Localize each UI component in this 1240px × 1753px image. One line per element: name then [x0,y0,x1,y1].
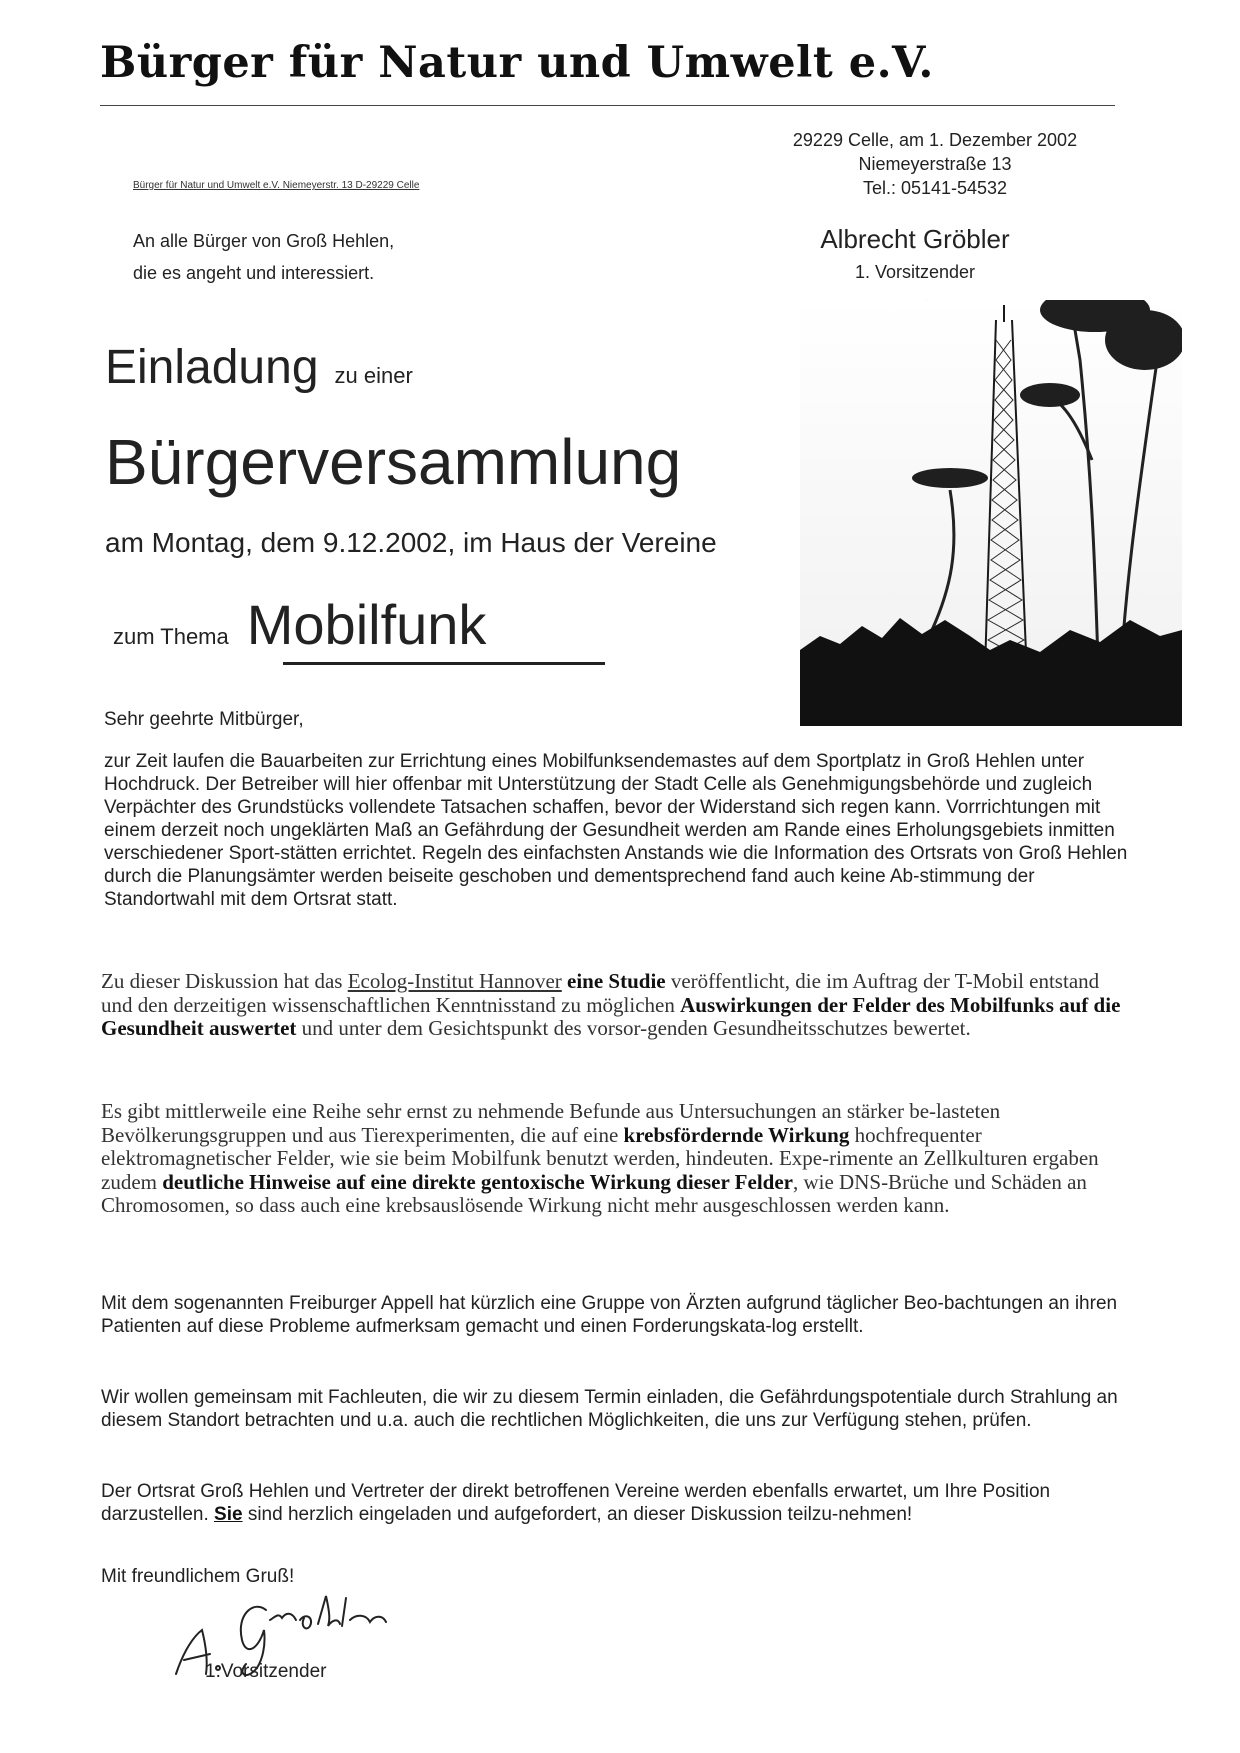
p6-text: Der Ortsrat Groß Hehlen und Vertreter der direkt betroffenen Vereine werden ebenfalls erwartet, um Ihre Position darzustellen. [101,1481,1051,1525]
paragraph-3 [101,1100,1131,1218]
p3-bold: krebsfördernde Wirkung [623,1122,850,1147]
p3-text: Es gibt mittlerweile eine Reihe sehr ernst zu nehmende Befunde aus Untersuchungen an stärker be-lasteten Bevölkerungsgruppen und aus Tierexperimenten, die auf eine [101,1099,1001,1147]
signature-role: 1.Vorsitzender [205,1661,327,1682]
title-underline [100,105,1115,106]
sender-role: 1. Vorsitzender [854,262,976,282]
invitation-heading [105,340,413,395]
p2-bold: eine Studie [567,969,666,993]
paragraph-4: Mit dem sogenannten Freiburger Appell hat kürzlich eine Gruppe von Ärzten aufgrund täglicher Beo-bachtungen an ihren Patienten auf diese Probleme aufmerksam gemacht und einen Forderungskata-log erstellt. [101,1293,1118,1337]
ecolog-institut-link: Ecolog-Institut Hannover [347,969,562,993]
p3-bold: deutliche Hinweise auf eine direkte gentoxische Wirkung dieser Felder [162,1169,793,1194]
phone-number: Tel.: 05141-54532 [862,178,1008,198]
paragraph-5: Wir wollen gemeinsam mit Fachleuten, die wir zu diesem Termin einladen, die Gefährdungspotentiale durch Strahlung an diesem Standort betrachten und u.a. auch die rechtlichen Möglichkeiten, die uns zur Verfügung stehen, prüfen. [101,1387,1118,1431]
zum-thema-text: zum Thema [113,624,229,649]
event-date-venue: am Montag, dem 9.12.2002, im Haus der Vereine [105,527,717,558]
p2-text: Zu dieser Diskussion hat das [101,969,348,993]
closing: Mit freundlichem Gruß! [101,1566,295,1587]
sender-name: Albrecht Gröbler [820,224,1010,254]
p2-text: veröffentlicht, die im Auftrag der T-Mobil entstand und den derzeitigen wissenschaftlichen Kenntnisstand zu möglichen [101,969,1100,1017]
einladung-text: Einladung [105,341,319,394]
organization-title: Bürger für Natur und Umwelt e.V. [100,38,934,88]
paragraph-6 [101,1480,1141,1526]
topic-title: Mobilfunk [246,593,487,656]
sender-address-block [700,128,1170,200]
recipient-block [133,225,394,289]
salutation: Sehr geehrte Mitbürger, [104,709,304,730]
paragraph-1: zur Zeit laufen die Bauarbeiten zur Errichtung eines Mobilfunksendemastes auf dem Sportplatz in Groß Hehlen unter Hochdruck. Der Betreiber will hier offenbar mit Unterstützung der Stadt Celle als Genehmigungsbehörde und zugleich Verpächter des Grundstücks vollendete Tatsachen schaffen, bevor der Widerstand sich regen kann. Vorrrichtungen mit einem derzeit noch ungeklärten Maß an Gefährdung der Gesundheit werden am Rande eines Erholungsgebiets inmitten verschiedener Sport-stätten errichtet. Regeln des einfachsten Anstands wie die Information des Ortsrats von Groß Hehlen durch die Planungsämter werden beiseite geschoben und dementsprechend fand auch keine Ab-stimmung der Standortwahl mit dem Ortsrat statt. [104,751,1128,910]
p3-text: , wie DNS-Brüche und Schäden an Chromosomen, so dass auch eine krebsauslösende Wirkung nicht mehr ausgeschlossen werden kann. [101,1169,1087,1217]
p6-emphasis: Sie [214,1504,243,1525]
event-title: Bürgerversammlung [105,426,682,498]
recipient-line-2: die es angeht und interessiert. [133,263,375,283]
p2-text: und unter dem Gesichtspunkt des vorsor-genden Gesundheitsschutzes bewertet. [296,1016,971,1040]
street-address: Niemeyerstraße 13 [858,154,1012,174]
place-date: 29229 Celle, am 1. Dezember 2002 [792,130,1078,150]
p2-bold: Auswirkungen der Felder des Mobilfunks auf die Gesundheit auswertet [101,992,1121,1040]
recipient-line-1: An alle Bürger von Groß Hehlen, [133,231,395,251]
paragraph-2 [101,970,1131,1041]
zu-einer-text: zu einer [334,363,413,388]
transmission-tower-photo [800,300,1182,726]
p3-text: hochfrequenter elektromagnetischer Felder, wie sie beim Mobilfunk benutzt werden, hindeuten. Expe-rimente an Zellkulturen ergaben zudem [101,1122,1099,1194]
p6-text: sind herzlich eingeladen und aufgefordert, an dieser Diskussion teilzu-nehmen! [242,1504,913,1525]
topic-line [113,592,486,657]
return-address-line: Bürger für Natur und Umwelt e.V. Niemeyerstr. 13 D-29229 Celle [133,180,420,191]
topic-underline [283,662,605,665]
